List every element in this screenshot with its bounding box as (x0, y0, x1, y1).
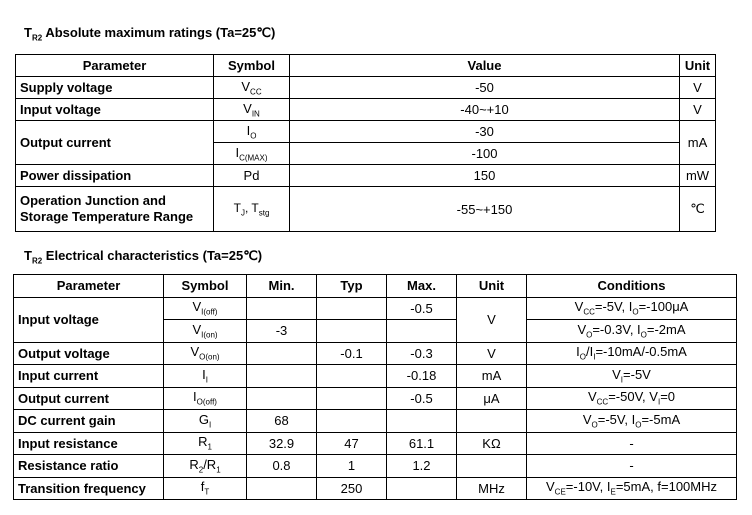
value-cell: -100 (290, 143, 680, 165)
unit-cell (457, 455, 527, 478)
typ-cell (317, 297, 387, 320)
value-cell: -30 (290, 121, 680, 143)
param-cell: Transition frequency (14, 477, 164, 500)
col-header-symbol: Symbol (164, 275, 247, 298)
table-row (14, 477, 737, 500)
param-cell: DC current gain (14, 410, 164, 433)
symbol-cell: $f_T$ (164, 477, 247, 500)
max-cell: 1.2 (387, 455, 457, 478)
col-header-unit: Unit (680, 55, 716, 77)
absolute-max-ratings-table (15, 54, 716, 232)
table1-title (24, 25, 275, 43)
symbol-cell: $V_{O(on)}$ (164, 342, 247, 365)
title2-rest: Electrical characteristics (Ta=25℃) (42, 248, 263, 263)
typ-cell (317, 365, 387, 388)
typ-cell: 250 (317, 477, 387, 500)
unit-cell: KΩ (457, 432, 527, 455)
title2-prefix: T (24, 248, 32, 263)
table-row (14, 342, 737, 365)
conditions-cell: $V_{CE}=-10V$, $I_E=5mA$, f=100MHz (527, 477, 737, 500)
col-header-parameter: Parameter (16, 55, 214, 77)
col-header-parameter: Parameter (14, 275, 164, 298)
electrical-characteristics-table (13, 274, 737, 500)
col-header-symbol: Symbol (214, 55, 290, 77)
value-cell: -40~+10 (290, 99, 680, 121)
max-cell (387, 477, 457, 500)
unit-cell: μA (457, 387, 527, 410)
symbol-cell: Pd (214, 165, 290, 187)
min-cell (247, 365, 317, 388)
title1-sub: R2 (31, 33, 43, 43)
table-row (14, 365, 737, 388)
table2-title (24, 248, 262, 266)
conditions-cell: $V_O=-0.3V$, $I_O=-2mA$ (527, 320, 737, 343)
typ-cell (317, 410, 387, 433)
max-cell: -0.18 (387, 365, 457, 388)
table-row (14, 410, 737, 433)
max-cell: -0.3 (387, 342, 457, 365)
min-cell: 32.9 (247, 432, 317, 455)
symbol-cell: $T_J$, $T_{stg}$ (214, 187, 290, 232)
table-row (16, 187, 716, 232)
title1-prefix: T (24, 25, 32, 40)
max-cell (387, 320, 457, 343)
typ-cell: -0.1 (317, 342, 387, 365)
conditions-cell: $V_{CC}=-50V$, $V_I=0$ (527, 387, 737, 410)
param-cell: Output voltage (14, 342, 164, 365)
typ-cell (317, 320, 387, 343)
table-row (16, 165, 716, 187)
table-row (14, 387, 737, 410)
typ-cell: 47 (317, 432, 387, 455)
param-cell: Output current (16, 121, 214, 165)
symbol-cell: $I_{O(off)}$ (164, 387, 247, 410)
unit-cell: MHz (457, 477, 527, 500)
symbol-cell: $V_{I(off)}$ (164, 297, 247, 320)
min-cell (247, 297, 317, 320)
unit-cell: mA (680, 121, 716, 165)
unit-cell: mA (457, 365, 527, 388)
unit-cell: V (680, 77, 716, 99)
conditions-cell: $V_I=-5V$ (527, 365, 737, 388)
col-header-unit: Unit (457, 275, 527, 298)
min-cell (247, 342, 317, 365)
symbol-cell: $G_I$ (164, 410, 247, 433)
value-cell: -55~+150 (290, 187, 680, 232)
unit-cell: mW (680, 165, 716, 187)
symbol-cell: $V_{I(on)}$ (164, 320, 247, 343)
param-cell: Output current (14, 387, 164, 410)
conditions-cell: $V_{CC}=-5V$, $I_O=-100\mu A$ (527, 297, 737, 320)
symbol-cell: $I_{C(MAX)}$ (214, 143, 290, 165)
table-row (14, 455, 737, 478)
param-cell: Resistance ratio (14, 455, 164, 478)
max-cell (387, 410, 457, 433)
min-cell: 68 (247, 410, 317, 433)
min-cell (247, 387, 317, 410)
title1-rest: Absolute maximum ratings (Ta=25℃) (42, 25, 276, 40)
title2-sub: R2 (31, 256, 43, 266)
typ-cell (317, 387, 387, 410)
conditions-cell: $I_O/I_I=-10mA/-0.5mA$ (527, 342, 737, 365)
table2-header-row (14, 275, 737, 298)
max-cell: -0.5 (387, 297, 457, 320)
table-row (16, 99, 716, 121)
table-row (14, 297, 737, 320)
unit-cell: V (680, 99, 716, 121)
symbol-cell: $I_O$ (214, 121, 290, 143)
param-cell: Input voltage (16, 99, 214, 121)
symbol-cell: $V_{IN}$ (214, 99, 290, 121)
table1-header-row (16, 55, 716, 77)
symbol-cell: $V_{CC}$ (214, 77, 290, 99)
col-header-conditions: Conditions (527, 275, 737, 298)
value-cell: 150 (290, 165, 680, 187)
col-header-min: Min. (247, 275, 317, 298)
min-cell (247, 477, 317, 500)
max-cell: 61.1 (387, 432, 457, 455)
param-cell: Power dissipation (16, 165, 214, 187)
param-cell: Supply voltage (16, 77, 214, 99)
conditions-cell: - (527, 432, 737, 455)
col-header-max: Max. (387, 275, 457, 298)
table-row (16, 77, 716, 99)
min-cell: -3 (247, 320, 317, 343)
unit-cell (457, 410, 527, 433)
param-cell: Input voltage (14, 297, 164, 342)
conditions-cell: - (527, 455, 737, 478)
param-cell: Input resistance (14, 432, 164, 455)
table-row (16, 121, 716, 143)
unit-cell: V (457, 342, 527, 365)
symbol-cell: $R_2/R_1$ (164, 455, 247, 478)
min-cell: 0.8 (247, 455, 317, 478)
unit-cell: V (457, 297, 527, 342)
col-header-typ: Typ (317, 275, 387, 298)
symbol-cell: $I_I$ (164, 365, 247, 388)
param-cell: Operation Junction and Storage Temperature Range (16, 187, 214, 232)
unit-cell: ℃ (680, 187, 716, 232)
param-cell: Input current (14, 365, 164, 388)
typ-cell: 1 (317, 455, 387, 478)
conditions-cell: $V_O=-5V$, $I_O=-5mA$ (527, 410, 737, 433)
max-cell: -0.5 (387, 387, 457, 410)
value-cell: -50 (290, 77, 680, 99)
symbol-cell: $R_1$ (164, 432, 247, 455)
table-row (14, 432, 737, 455)
col-header-value: Value (290, 55, 680, 77)
